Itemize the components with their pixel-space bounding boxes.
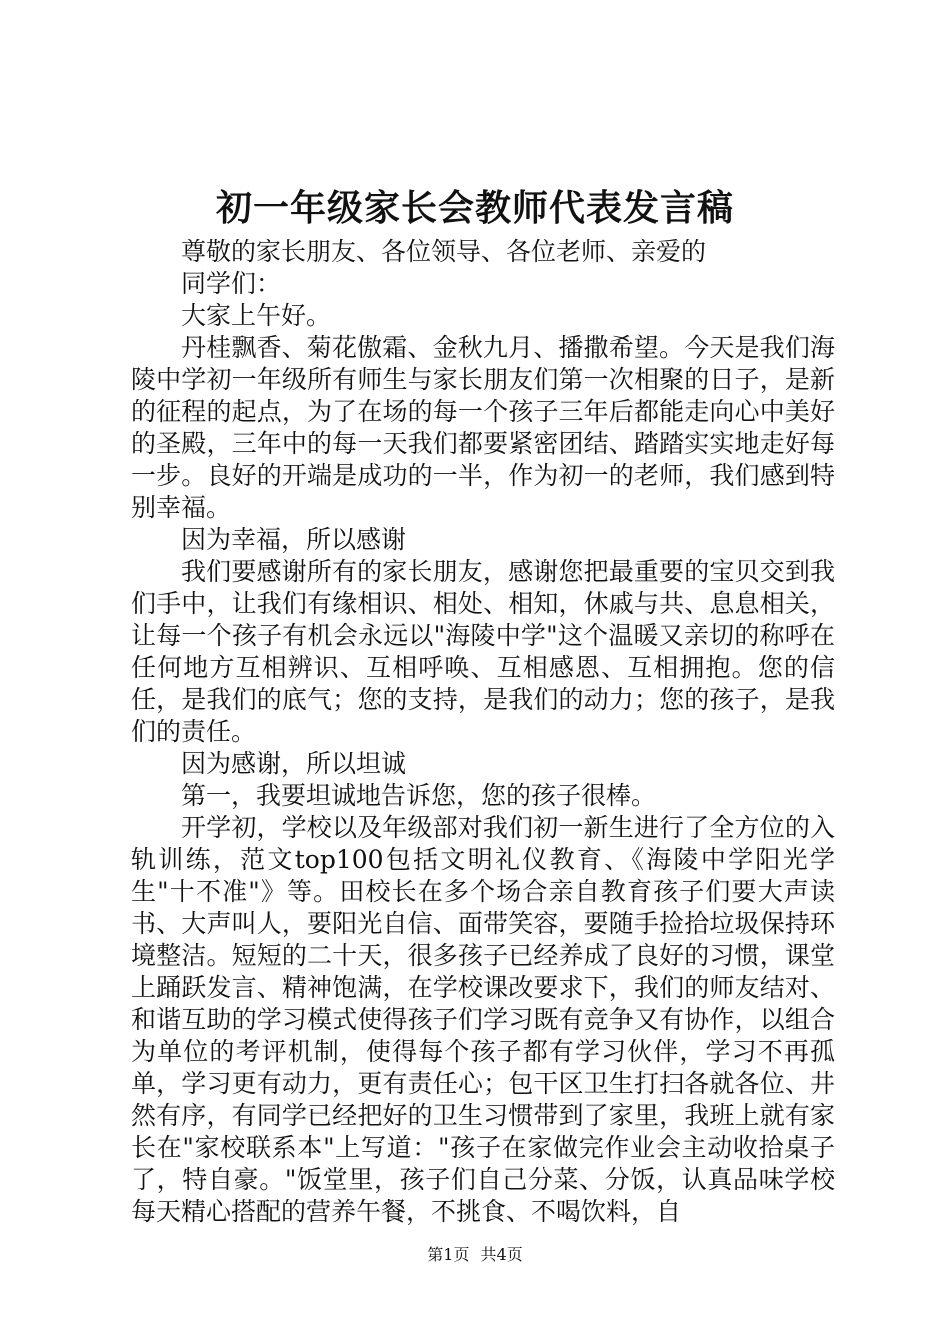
document-title: 初一年级家长会教师代表发言稿	[215, 187, 734, 229]
page-footer	[0, 1244, 950, 1266]
page-number-current: 第1页	[427, 1245, 470, 1264]
greeting: 大家上午好。	[181, 301, 332, 330]
paragraph-school-start: 开学初，学校以及年级部对我们初一新生进行了全方位的入轨训练，范文top100包括文明礼仪教育、《海陵中学阳光学生"十不准"》等。田校长在多个场合亲自教育孩子们要大声读书、大声叫人，要阳光自信、面带笑容，要随手捡拾垃圾保持环境整洁。短短的二十天，很多孩子已经养成了良好的习惯，课堂上踊跃发言、精神饱满，在学校课改要求下，我们的师友结对、和谐互助的学习模式使得孩子们学习既有竞争又有协作，以组合为单位的考评机制，使得每个孩子都有学习伙伴，学习不再孤单，学习更有动力，更有责任心；包干区卫生打扫各就各位、井然有序，有同学已经把好的卫生习惯带到了家里，我班上就有家长在"家校联系本"上写道："孩子在家做完作业会主动收拾桌子了，特自豪。"饭堂里，孩子们自己分菜、分饭，认真品味学校每天精心搭配的营养午餐，不挑食、不喝饮料，自	[131, 813, 835, 1226]
section-heading-thanks: 因为幸福，所以感谢	[181, 525, 407, 554]
salutation-line-1: 尊敬的家长朋友、各位领导、各位老师、亲爱的	[181, 237, 707, 266]
salutation-line-2: 同学们：	[181, 269, 282, 298]
page-number-total: 共4页	[480, 1245, 523, 1264]
paragraph-first-point: 第一，我要坦诚地告诉您，您的孩子很棒。	[181, 781, 657, 810]
document-body	[131, 236, 835, 1228]
paragraph-opening: 丹桂飘香、菊花傲霜、金秋九月、播撒希望。今天是我们海陵中学初一年级所有师生与家长朋友们第一次相聚的日子，是新的征程的起点，为了在场的每一个孩子三年后都能走向心中美好的圣殿，三年中的每一天我们都要紧密团结、踏踏实实地走好每一步。良好的开端是成功的一半，作为初一的老师，我们感到特别幸福。	[131, 333, 835, 522]
section-heading-honesty: 因为感谢，所以坦诚	[181, 749, 407, 778]
paragraph-thanks: 我们要感谢所有的家长朋友，感谢您把最重要的宝贝交到我们手中，让我们有缘相识、相处、相知，休戚与共、息息相关，让每一个孩子有机会永远以"海陵中学"这个温暖又亲切的称呼在任何地方互相辨识、互相呼唤、互相感恩、互相拥抱。您的信任，是我们的底气；您的支持，是我们的动力；您的孩子，是我们的责任。	[131, 557, 835, 746]
